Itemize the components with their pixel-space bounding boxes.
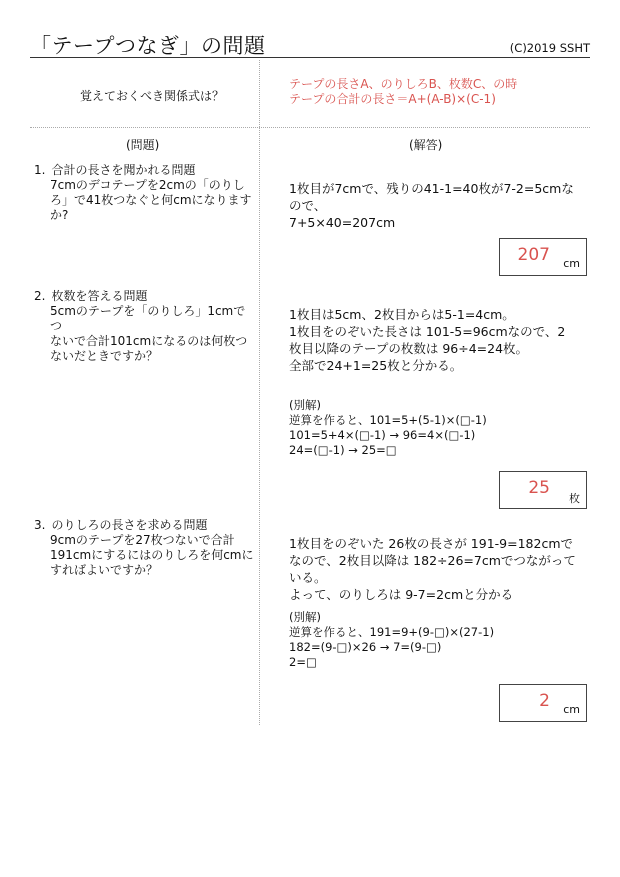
alt-line: 2=□ [289,655,317,669]
alt-line: 逆算を作ると、101=5+(5-1)×(□-1) [289,413,487,427]
problem-3-question [34,518,254,578]
problem-text-line: すればよいですか？ [50,563,159,577]
memo-divider [30,127,590,128]
problem-number: 2. [34,289,46,303]
alt-line: 24=(□-1) → 25=□ [289,443,397,457]
problem-text-line: ないだときですか？ [50,349,159,363]
problem-title: 枚数を答える問題 [51,289,148,303]
problem-2-alt-solution [289,398,589,458]
alt-line: 逆算を作ると、191=9+(9-□)×(27-1) [289,625,495,639]
solution-line: いる。 [289,570,327,585]
problem-3-solution [289,535,589,603]
problem-number: 1. [34,163,46,177]
solution-line: 1枚目は5cm、2枚目からは5-1=4cm。 [289,307,515,322]
solution-line: ので、 [289,198,327,213]
column-divider [259,60,260,725]
formula-line-2: テープの合計の長さ＝A+(A-B)×(C-1) [289,92,496,106]
alt-line: 182=(9-□)×26 → 7=(9-□) [289,640,442,654]
solution-line: 7+5×40=207cm [289,215,396,230]
problem-1-question [34,163,254,223]
memo-label: 覚えておくべき関係式は？ [80,89,225,103]
answer-unit: cm [563,257,580,270]
question-column-header: (問題) [126,138,160,152]
solution-line: よって、のりしろは 9-7=2cmと分かる [289,587,514,602]
problem-title: 合計の長さを聞かれる問題 [51,163,196,177]
problem-2-question [34,289,254,364]
page-title: 「テープつなぎ」の問題 [30,34,266,58]
answer-unit: 枚 [569,492,580,505]
solution-line: 枚目以降のテープの枚数は 96÷4=24枚。 [289,341,529,356]
problem-title: のりしろの長さを求める問題 [51,518,208,532]
header-rule [30,57,590,58]
solution-line: 1枚目が7cmで、残りの41-1=40枚が7-2=5cmな [289,181,574,196]
problem-text-line: ろ」で41枚つなぐと何cmになります [50,193,252,207]
problem-text-line: ないで合計101cmになるのは何枚つ [50,334,248,348]
formula-line-1: テープの長さA、のりしろB、枚数C、の時 [289,77,518,91]
problem-text-line: 191cmにするにはのりしろを何cmに [50,548,254,562]
solution-line: 1枚目をのぞいた長さは 101-5=96cmなので、2 [289,324,566,339]
answer-value: 2 [539,691,550,711]
solution-line: なので、2枚目以降は 182÷26=7cmでつながって [289,553,576,568]
solution-line: 1枚目をのぞいた 26枚の長さが 191-9=182cmで [289,536,574,551]
alt-label: (別解) [289,610,321,624]
formula [289,77,517,107]
problem-text-line: 7cmのデコテープを2cmの「のりし [50,178,245,192]
solution-line: 全部で24+1=25枚と分かる。 [289,358,463,373]
problem-3-alt-solution [289,610,589,670]
problem-1-answer-box [499,238,587,276]
answer-unit: cm [563,703,580,716]
alt-line: 101=5+4×(□-1) → 96=4×(□-1) [289,428,476,442]
answer-value: 207 [517,245,550,265]
problem-2-answer-box [499,471,587,509]
answer-value: 25 [528,478,550,498]
problem-2-solution [289,306,589,374]
problem-number: 3. [34,518,46,532]
problem-text-line: 9cmのテープを27枚つないで合計 [50,533,235,547]
copyright: (C)2019 SSHT [509,41,590,55]
problem-text-line: か? [50,208,69,222]
problem-1-solution [289,180,589,231]
answer-column-header: (解答) [409,138,443,152]
problem-3-answer-box [499,684,587,722]
alt-label: (別解) [289,398,321,412]
problem-text-line: 5cmのテープを「のりしろ」1cmでつ [50,304,246,333]
